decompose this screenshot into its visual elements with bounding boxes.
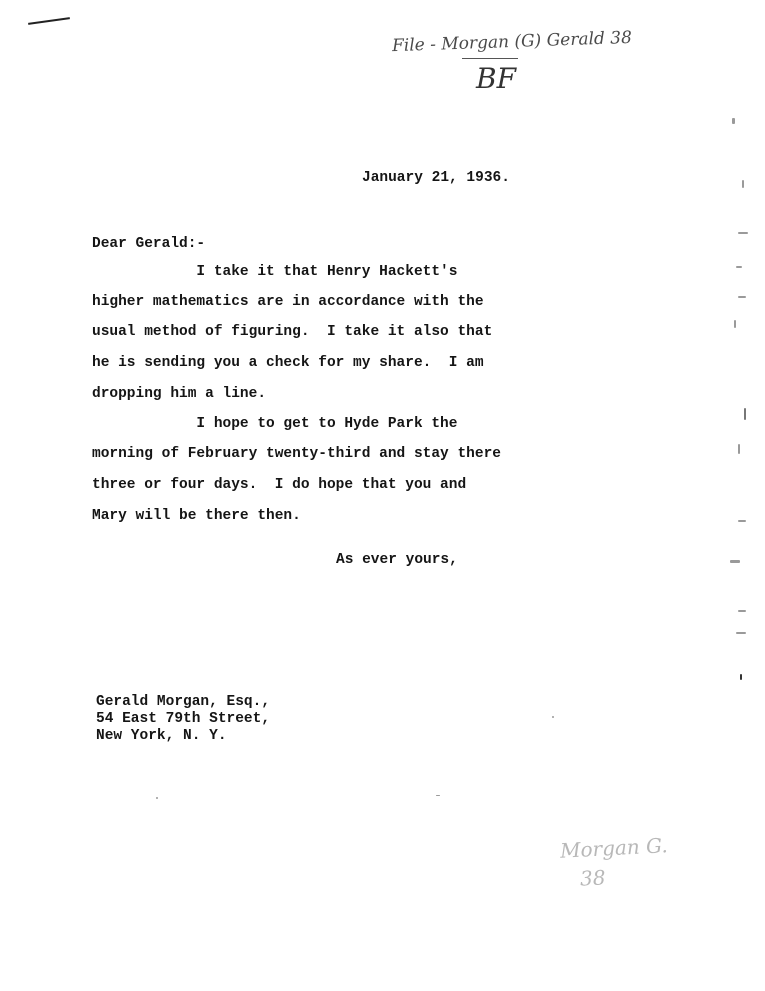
letter-date: January 21, 1936.: [362, 170, 510, 186]
margin-speck: [738, 444, 740, 454]
paragraph-1-line-3: usual method of figuring. I take it also that: [92, 324, 493, 340]
letter-salutation: Dear Gerald:-: [92, 236, 206, 252]
file-note-underline: [462, 58, 518, 59]
margin-speck: [736, 266, 742, 268]
address-line-2: 54 East 79th Street,: [96, 711, 271, 727]
paragraph-1-line-1: I take it that Henry Hackett's: [92, 264, 458, 280]
address-line-1: Gerald Morgan, Esq.,: [96, 694, 271, 710]
margin-speck: [156, 797, 158, 799]
letter-closing: As ever yours,: [336, 552, 458, 568]
paragraph-1-line-5: dropping him a line.: [92, 386, 267, 402]
paragraph-1-line-2: higher mathematics are in accordance with the: [92, 294, 484, 310]
margin-speck: [732, 118, 735, 124]
handwritten-initials: BF: [476, 62, 517, 95]
margin-speck: [736, 632, 746, 634]
margin-speck: [742, 180, 744, 188]
paragraph-2-line-2: morning of February twenty-third and stay there: [92, 446, 501, 462]
handwritten-file-note: File - Morgan (G) Gerald 38: [391, 27, 633, 57]
address-line-3: New York, N. Y.: [96, 728, 227, 744]
margin-speck: [734, 320, 736, 328]
margin-speck: [738, 610, 746, 612]
margin-speck: [552, 716, 554, 718]
paragraph-2-line-3: three or four days. I do hope that you and: [92, 477, 467, 493]
margin-speck: [730, 560, 740, 563]
margin-speck: [738, 520, 746, 522]
margin-speck: [738, 296, 746, 298]
paragraph-1-line-4: he is sending you a check for my share. I am: [92, 355, 484, 371]
margin-speck: [744, 408, 746, 420]
margin-speck: [738, 232, 748, 234]
pencil-note-line-2: 38: [579, 865, 607, 891]
paragraph-2-line-4: Mary will be there then.: [92, 508, 301, 524]
paragraph-2-line-1: I hope to get to Hyde Park the: [92, 416, 458, 432]
margin-speck: [740, 674, 742, 680]
pencil-note-line-1: Morgan G.: [559, 833, 669, 863]
margin-speck: [436, 795, 440, 796]
pen-dash-mark: [28, 17, 70, 25]
